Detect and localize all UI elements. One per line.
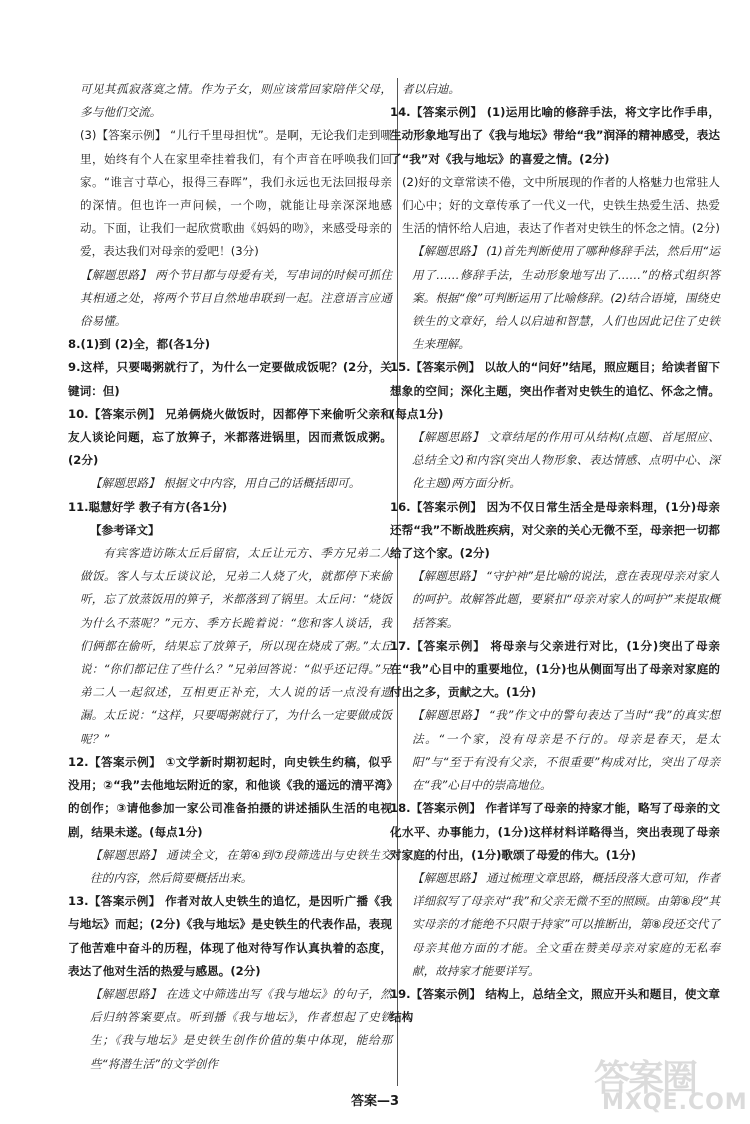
left-paragraph: 【解题思路】 通读全文，在第④到⑦段筛选出与史铁生交往的内容，然后简要概括出来。 bbox=[90, 847, 392, 885]
left-paragraph: 10.【答案示例】 兄弟俩烧火做饭时，因都停下来偷听父亲和友人谈论问题，忘了放箅子，米都落进锅里，因而煮饭成粥。(2分) bbox=[68, 406, 392, 468]
right-paragraph: 19.【答案示例】 结构上，总结全文，照应开头和题目，使文章结构 bbox=[390, 986, 720, 1025]
right-paragraph: 【解题思路】 “我”作文中的警句表达了当时“我”的真实想法。“一个家，没有母亲是不行的。母亲是春天，是太阳”与“至于有没有父亲，不很重要”构成对比，突出了母亲在“我”心目中的崇高地位。 bbox=[412, 708, 720, 793]
watermark-line2: MXQE.COM bbox=[602, 1090, 748, 1115]
column-divider bbox=[397, 78, 398, 1086]
right-paragraph: 【解题思路】 文章结尾的作用可从结构(点题、首尾照应、总结全文)和内容(突出人物形象、表达情感、点明中心、深化主题)两方面分析。 bbox=[412, 430, 720, 491]
right-paragraph: 16.【答案示例】 因为不仅日常生活全是母亲料理，(1分)母亲还帮“我”不断战胜疾病，对父亲的关心无微不至，母亲把一切都给了这个家。(2分) bbox=[390, 499, 720, 561]
left-paragraph: (3)【答案示例】 “儿行千里母担忧”。是啊，无论我们走到哪里，始终有个人在家里牵挂着我们，有个声音在呼唤我们回家。“谁言寸草心，报得三春晖”，我们永远也无法回报母亲的深情。但也许一声问候，一个吻，就能让母亲深深地感动。下面，让我们一起欣赏歌曲《妈妈的吻》，来感受母亲的爱，表达我们对母亲的爱吧！(3分) bbox=[80, 128, 392, 259]
right-paragraph: 18.【答案示例】 作者详写了母亲的持家才能，略写了母亲的文化水平、办事能力，(1分)这样材料详略得当，突出表现了母亲对家庭的付出，(1分)歌颂了母爱的伟大。(1分) bbox=[390, 801, 720, 862]
right-paragraph: 者以启迪。 bbox=[402, 82, 460, 96]
left-paragraph: 8.(1)到 (2)全，都(各1分) bbox=[68, 337, 211, 352]
right-paragraph: (2)好的文章常读不倦，文中所展现的作者的人格魅力也常驻人们心中；好的文章传承了一代义一代，史铁生热爱生活、热爱生活的情怀给人启迪，表达了作者对史铁生的怀念之情。(2分) bbox=[402, 174, 720, 236]
left-paragraph: 【参考译文】 bbox=[90, 522, 160, 537]
watermark-logo bbox=[588, 1050, 748, 1116]
left-paragraph: 【解题思路】 两个节目都与母爱有关，写串词的时候可抓住其相通之处，将两个节目自然地串联到一起。注意语言应通俗易懂。 bbox=[80, 267, 392, 329]
right-paragraph: 14.【答案示例】 (1)运用比喻的修辞手法，将文字比作手串，生动形象地写出了《我与地坛》带给“我”润泽的精神感受，表达了“我”对《我与地坛》的喜爱之情。(2分) bbox=[390, 105, 720, 166]
left-paragraph: 11.聪慧好学 教子有方(各1分) bbox=[68, 499, 228, 514]
right-paragraph: 15.【答案示例】 以故人的“问好”结尾，照应题目；给读者留下想象的空间；深化主题，突出作者对史铁生的追忆、怀念之情。(每点1分) bbox=[390, 360, 720, 421]
right-paragraph: 【解题思路】 通过梳理文章思路，概括段落大意可知，作者详细叙写了母亲对“我”和父亲无微不至的照顾。由第⑧段“其实母亲的才能绝不只限于持家”可以推断出，第⑧段还交代了母亲其他方面的才能。全文重在赞美母亲对家庭的无私奉献，故持家才能要详写。 bbox=[412, 870, 720, 978]
left-paragraph: 可见其孤寂落寞之情。作为子女，则应该常回家陪伴父母，多与他们交流。 bbox=[80, 82, 392, 120]
left-paragraph: 12.【答案示例】 ①文学新时期初起时，向史铁生约稿，似乎没用；②“我”去他地坛附近的家，和他谈《我的遥远的清平湾》的创作；③请他参加一家公司准备拍摄的讲述插队生活的电视剧，结果未遂。(每点1分) bbox=[68, 754, 392, 839]
page-footer: 答案—3 bbox=[350, 1094, 400, 1109]
left-paragraph: 13.【答案示例】 作者对故人史铁生的追忆，是因听广播《我与地坛》而起；(2分)《我与地坛》是史铁生的代表作品，表现了他苦难中奋斗的历程，体现了他对待写作认真执着的态度，表达了他对生活的热爱与感恩。(2分) bbox=[68, 894, 392, 978]
right-paragraph: 【解题思路】 (1)首先判断使用了哪种修辞手法，然后用“运用了……修辞手法，生动形象地写出了……”的格式组织答案。根据“像”可判断运用了比喻修辞。(2)结合语境，围绕史铁生的文章好，给人以启迪和智慧，人们也因此记住了史铁生来理解。 bbox=[412, 244, 720, 352]
left-paragraph: 【解题思路】 根据文中内容，用自己的话概括即可。 bbox=[90, 476, 361, 491]
left-column bbox=[68, 78, 392, 1076]
left-paragraph: 9.这样，只要喝粥就行了，为什么一定要做成饭呢？(2分，关键词：但) bbox=[68, 360, 392, 398]
left-paragraph: 【解题思路】 在选文中筛选出写《我与地坛》的句子，然后归纳答案要点。听到播《我与地坛》，作者想起了史铁生；《我与地坛》是史铁生创作价值的集中体现，能给那些“将潜生活”的文学创作 bbox=[90, 986, 392, 1071]
right-column bbox=[390, 78, 720, 1029]
right-paragraph: 【解题思路】 “守护神”是比喻的说法，意在表现母亲对家人的呵护。故解答此题，要紧扣“母亲对家人的呵护”来提取概括答案。 bbox=[412, 569, 720, 630]
right-paragraph: 17.【答案示例】 将母亲与父亲进行对比，(1分)突出了母亲在“我”心目中的重要地位，(1分)也从侧面写出了母亲对家庭的付出之多，贡献之大。(1分) bbox=[390, 638, 720, 700]
left-paragraph: 有宾客造访陈太丘后留宿，太丘让元方、季方兄弟二人做饭。客人与太丘谈议论，兄弟二人烧了火，就都停下来偷听，忘了放蒸饭用的箅子，米都落到了锅里。太丘问：“烧饭为什么不蒸呢？”元方、季方长跪着说：“您和客人谈话，我们俩都在偷听，结果忘了放箅子，所以现在烧成了粥。”太丘说：“你们都记住了些什么？”兄弟回答说：“似乎还记得。”兄弟二人一起叙述，互相更正补充，大人说的话一点没有遗漏。太丘说：“这样，只要喝粥就行了，为什么一定要做成饭呢？” bbox=[80, 546, 392, 746]
watermark-line1: 答案圈 bbox=[594, 1058, 697, 1099]
